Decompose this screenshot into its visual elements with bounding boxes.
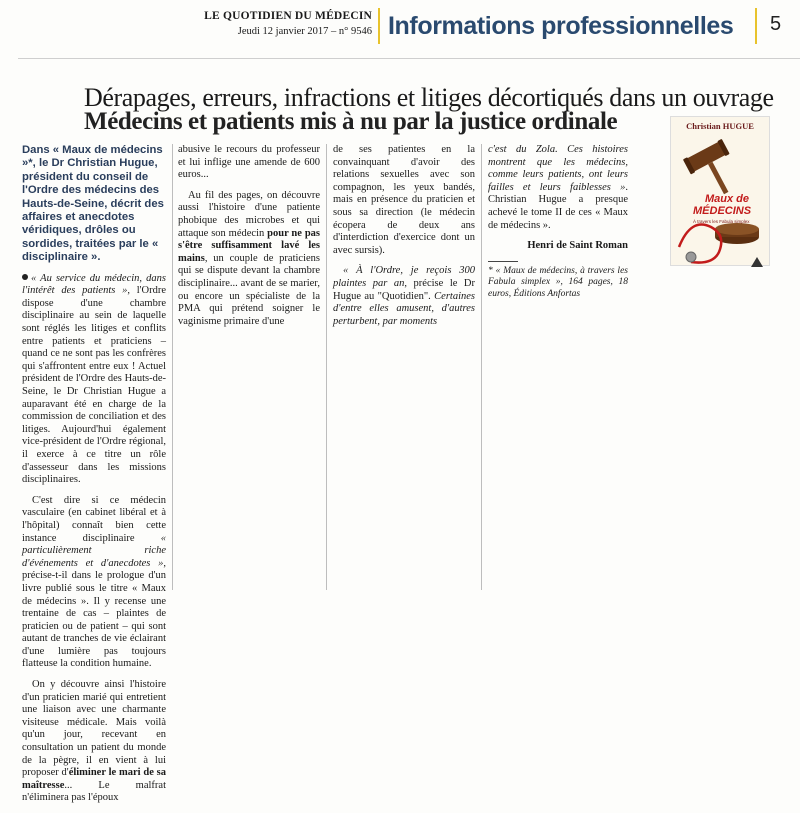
bullet-icon <box>22 274 28 280</box>
paragraph-5: Au fil des pages, on découvre aussi l'histoire d'une patiente phobique des microbes et qui attaque son médecin pour ne pas s'être suffisamment lavé les mains, un couple de praticiens qui se dispute devant la chambre disciplinaire... avant de se marier, ou encore un spécialiste de la PMA qui prétend soigner le vaginisme primaire d'une <box>178 189 320 327</box>
column-divider <box>172 144 173 590</box>
column-divider <box>326 144 327 590</box>
book-author: Christian HUGUE <box>686 121 754 131</box>
page-number: 5 <box>770 13 782 35</box>
footnote: * « Maux de médecins, à travers les Fabula simplex », 164 pages, 18 euros, Éditions Anfortas <box>488 265 628 299</box>
article-title: Médecins et patients mis à nu par la justice ordinale <box>84 108 618 135</box>
header-divider-right <box>755 8 757 44</box>
column-divider <box>481 144 482 590</box>
section-title: Informations professionnelles <box>388 12 734 40</box>
column-1 <box>22 144 166 813</box>
paragraph-6: de ses patientes en la convainquant d'avoir des relations sexuelles avec son compagnon, les yeux bandés, mais en présence du praticien et sous sa direction (le médecin écopera de deux ans d'interdiction d'exercice dont un avec sursis). <box>333 144 475 256</box>
column-4 <box>488 144 628 300</box>
paragraph-2: C'est dire si ce médecin vasculaire (en cabinet libéral et à l'hôpital) connaît bien cette instance disciplinaire « particulièrement riche d'événements et d'anecdotes », précise-t-il dans le prologue d'un livre publié sous le titre « Maux de médecins ». Il y recense une trentaine de cas – plaintes de praticien ou de patient – qui sont autant de tranches de vie éclairant d'une lumière pas toujours flatteuse la condition humaine. <box>22 494 166 670</box>
header-divider <box>378 8 380 44</box>
paragraph-4: abusive le recours du professeur et lui inflige une amende de 600 euros... <box>178 144 320 181</box>
article-chapeau: Dans « Maux de médecins »*, le Dr Christian Hugue, président du conseil de l'Ordre des médecins des Hauts-de-Seine, décrit des affaires et anecdotes véridiques, drôles ou sordides, traitées par le « disciplinaire ». <box>22 144 164 264</box>
paragraph-3: On y découvre ainsi l'histoire d'un praticien marié qui entretient une liaison avec une charmante visiteuse médicale. Mais voilà qu'un jour, recevant en consultation un patient du monde de la pègre, il en vient à lui proposer d'éliminer le mari de sa maîtresse... Le malfrat n'éliminera pas l'époux <box>22 679 166 804</box>
header-rule <box>18 58 800 59</box>
author-signature: Henri de Saint Roman <box>527 240 628 252</box>
book-cover-image <box>670 116 770 266</box>
book-title-line1: Maux de <box>705 193 750 205</box>
paragraph-8: c'est du Zola. Ces histoires montrent que les médecins, comme leurs patients, ont leurs failles et leurs faiblesses ». Christian Hugue a presque achevé le tome II de ces « Maux de médecins ». <box>488 144 628 231</box>
gavel-illustration <box>671 117 771 267</box>
paragraph-7: « À l'Ordre, je reçois 300 plaintes par an, précise le Dr Hugue au "Quotidien". Certaines d'entre elles amusent, d'autres perturbent, par moments <box>333 265 476 327</box>
book-subtitle: À travers les Fabula simplex <box>693 219 750 224</box>
column-2 <box>178 144 320 336</box>
paragraph-1: « Au service du médecin, dans l'intérêt des patients », l'Ordre dispose d'une chambre disciplinaire au sein de laquelle sont réglés les litiges et conflits entre patients et praticiens – quand ce ne sont pas les confrères qui s'affrontent entre eux ! Actuel président de l'Ordre des Hauts-de-Seine, le Dr Christian Hugue a auparavant été en charge de la commission de conciliation et des litiges. Aujourd'hui également vice-président de l'Ordre régional, il exerce à ce titre un rôle d'assesseur dans les missions disciplinaires. <box>22 272 166 486</box>
book-title-line2: MÉDECINS <box>693 205 752 217</box>
issue-date: Jeudi 12 janvier 2017 – n° 9546 <box>237 26 372 37</box>
footnote-rule <box>488 261 518 262</box>
column-3 <box>333 144 475 336</box>
article-kicker: Dérapages, erreurs, infractions et litiges décortiqués dans un ouvrage <box>84 83 774 112</box>
publication-name: LE QUOTIDIEN DU MÉDECIN <box>204 10 372 22</box>
